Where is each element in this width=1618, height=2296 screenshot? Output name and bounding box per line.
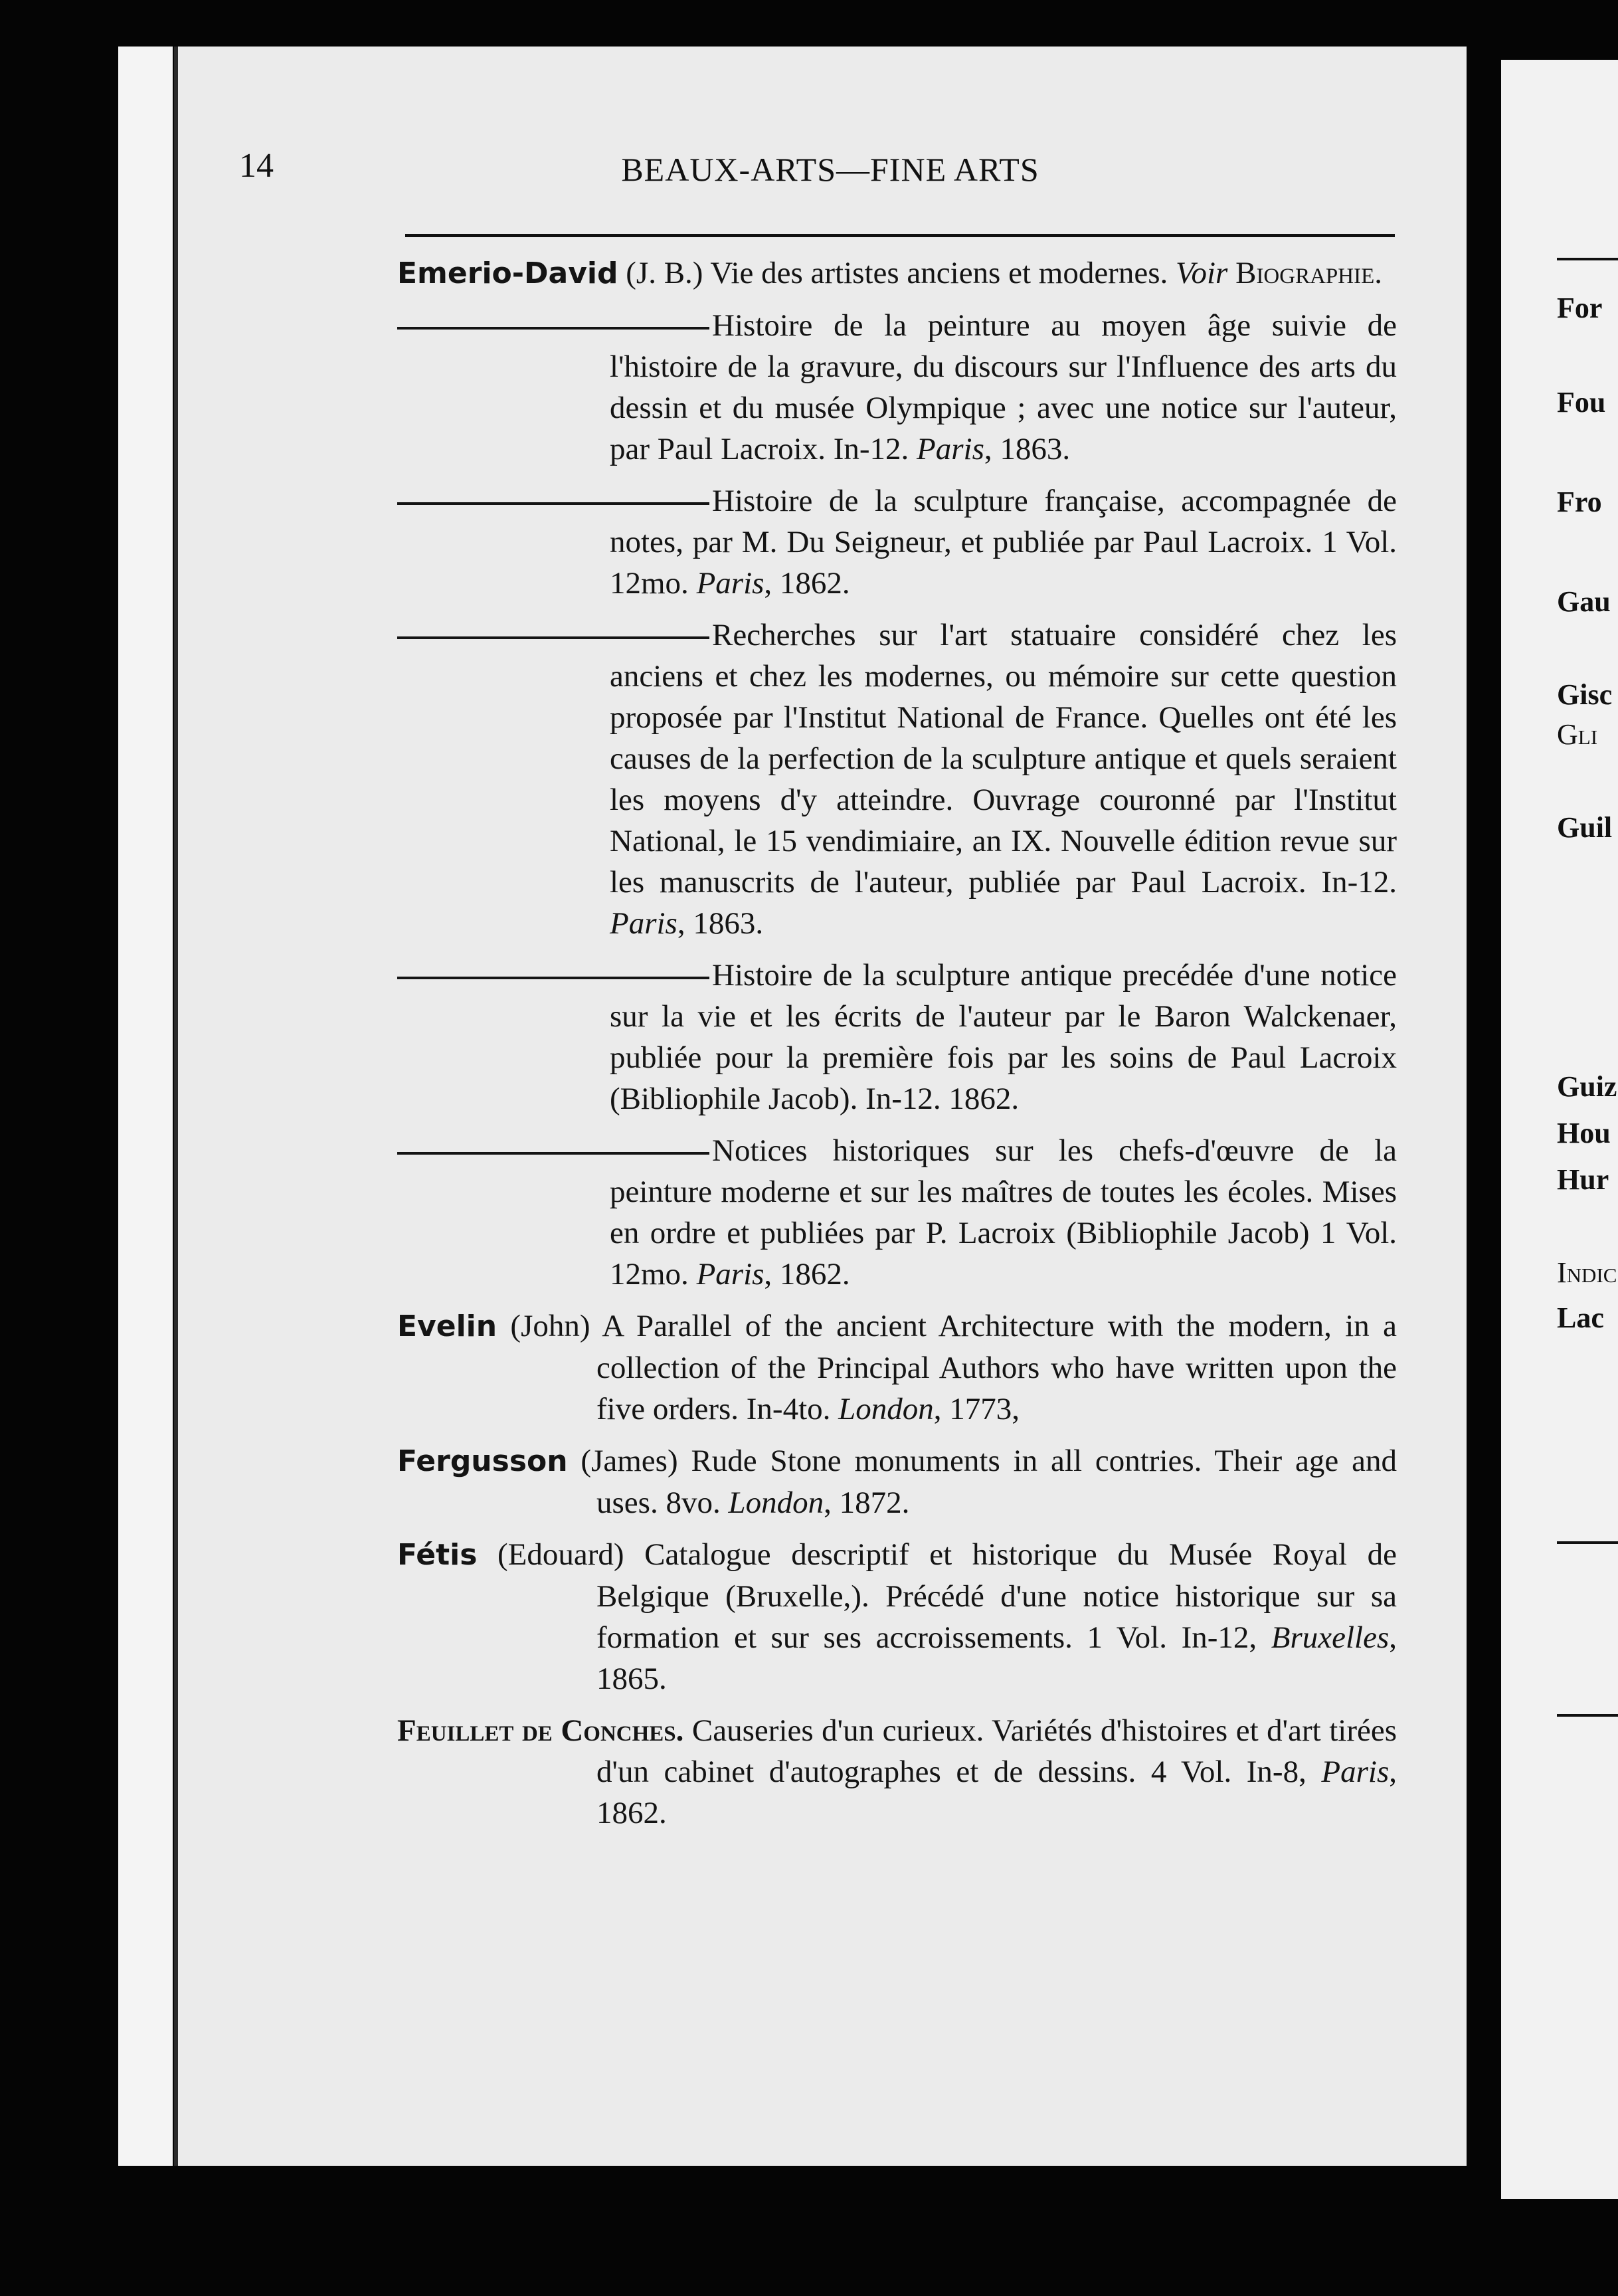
entry-author: Fergusson	[397, 1444, 568, 1478]
next-page-rule	[1557, 1714, 1618, 1717]
next-page-rule	[1557, 1541, 1618, 1544]
entry-place: Paris	[696, 1257, 764, 1292]
next-page-line: Hou	[1557, 1117, 1611, 1149]
entry-place: London	[838, 1392, 934, 1426]
entry-text: Notices historiques sur les chefs-d'œuvre de la peinture moderne et sur les maîtres de toutes les écoles. Mises en ordre et publiées par P. Lacroix (Bibliophile Jacob) 1 Vol. 12mo.	[610, 1133, 1397, 1292]
next-page-line: Indic	[1557, 1256, 1617, 1289]
entry-tail: , 1872.	[824, 1485, 910, 1520]
entry-place: Voir	[1175, 256, 1228, 290]
page-header	[239, 146, 1395, 193]
entry-author: Feuillet de Conches.	[397, 1713, 684, 1748]
entry-text: (J. B.) Vie des artistes anciens et modernes.	[618, 256, 1176, 290]
entry-tail: , 1862.	[764, 566, 850, 601]
ditto-rule	[397, 327, 709, 330]
entry-tail: , 1863.	[677, 906, 764, 941]
entry-fetis	[397, 1534, 1397, 1699]
next-page-line: For	[1557, 292, 1603, 324]
next-page-rule	[1557, 258, 1618, 260]
ditto-rule	[397, 977, 709, 979]
entry-place: Bruxelles	[1271, 1620, 1390, 1655]
entry-text: Histoire de la sculpture antique precédée d'une notice sur la vie et les écrits de l'auteur par le Baron Walckenaer, publiée pour la première fois par les soins de Paul Lacroix (Bibliophile Jacob). In-12. 1862.	[610, 958, 1397, 1116]
entry-evelin	[397, 1305, 1397, 1430]
next-page-line: Gau	[1557, 585, 1611, 618]
ditto-rule	[397, 502, 709, 505]
entry-place: Paris	[696, 566, 764, 601]
entry-tail: , 1862.	[764, 1257, 850, 1292]
entry-histoire-peinture	[397, 305, 1397, 470]
entry-notices-historiques	[397, 1130, 1397, 1295]
entry-place: Paris	[610, 906, 677, 941]
entry-place: Paris	[917, 432, 984, 466]
entry-text: Causeries d'un curieux. Variétés d'histoires et d'art tirées d'un cabinet d'autographes et de dessins. 4 Vol. In-8,	[596, 1713, 1397, 1789]
entry-emeric-david	[397, 252, 1397, 294]
entry-place: Paris	[1321, 1755, 1390, 1789]
next-page-line: Fro	[1557, 486, 1602, 518]
entry-text: Histoire de la peinture au moyen âge suivie de l'histoire de la gravure, du discours sur l'Influence des arts du dessin et du musée Olympique ; avec une notice sur l'auteur, par Paul Lacroix. In-12.	[610, 308, 1397, 466]
next-page-fragment	[1501, 60, 1618, 2199]
ditto-rule	[397, 636, 709, 639]
entry-text: (John) A Parallel of the ancient Architecture with the modern, in a collection of the Principal Authors who have written upon the five orders. In-4to.	[497, 1309, 1397, 1426]
entry-text: Recherches sur l'art statuaire considéré chez les anciens et chez les modernes, ou mémoire sur cette question proposée par l'Institut National de France. Quelles ont été les causes de la perfection de la sculpture antique et quels seraient les moyens d'y atteindre. Ouvrage couronné par l'Institut National, le 15 vendimiaire, an IX. Nouvelle édition revue sur les manuscrits de l'auteur, publiée par Paul Lacroix. In-12.	[610, 618, 1397, 900]
ditto-rule	[397, 1152, 709, 1155]
entry-place: London	[728, 1485, 824, 1520]
next-page-line: Hur	[1557, 1163, 1609, 1196]
entry-text: Histoire de la sculpture française, accompagnée de notes, par M. Du Seigneur, et publiée par Paul Lacroix. 1 Vol. 12mo.	[610, 484, 1397, 601]
entry-fergusson	[397, 1440, 1397, 1523]
entry-tail: , 1862.	[596, 1755, 1397, 1830]
entry-tail: , 1773,	[933, 1392, 1020, 1426]
entry-recherches-art-statuaire	[397, 615, 1397, 944]
next-page-line: Gli	[1557, 718, 1598, 751]
entry-tail: , 1865.	[596, 1620, 1397, 1696]
entry-author: Fétis	[397, 1538, 478, 1572]
entry-feuillet-de-conches	[397, 1710, 1397, 1834]
entry-author: Evelin	[397, 1309, 497, 1343]
entry-author: Emerio-David	[397, 256, 618, 290]
next-page-line: Lac	[1557, 1301, 1604, 1334]
film-edge-strip	[118, 47, 173, 2166]
entry-text: (Edouard) Catalogue descriptif et historique du Musée Royal de Belgique (Bruxelle,). Précédé d'une notice historique sur sa formation et sur ses accroissements. 1 Vol. In-12,	[477, 1537, 1397, 1655]
bibliography-entries	[397, 252, 1397, 1844]
page-number: 14	[239, 147, 274, 185]
next-page-line: Guil	[1557, 811, 1613, 844]
next-page-line: Fou	[1557, 386, 1606, 419]
entry-histoire-sculpture-antique	[397, 955, 1397, 1119]
header-rule	[405, 234, 1395, 237]
running-head: BEAUX-ARTS—FINE ARTS	[621, 151, 1039, 188]
entry-histoire-sculpture-francaise	[397, 480, 1397, 604]
entry-text: (James) Rude Stone monuments in all contries. Their age and uses. 8vo.	[567, 1444, 1397, 1520]
next-page-line: Guiz	[1557, 1070, 1617, 1103]
entry-cross-reference: Biographie.	[1235, 256, 1383, 290]
next-page-line: Gisc	[1557, 678, 1613, 711]
entry-tail	[1227, 256, 1235, 290]
entry-tail: , 1863.	[984, 432, 1071, 466]
